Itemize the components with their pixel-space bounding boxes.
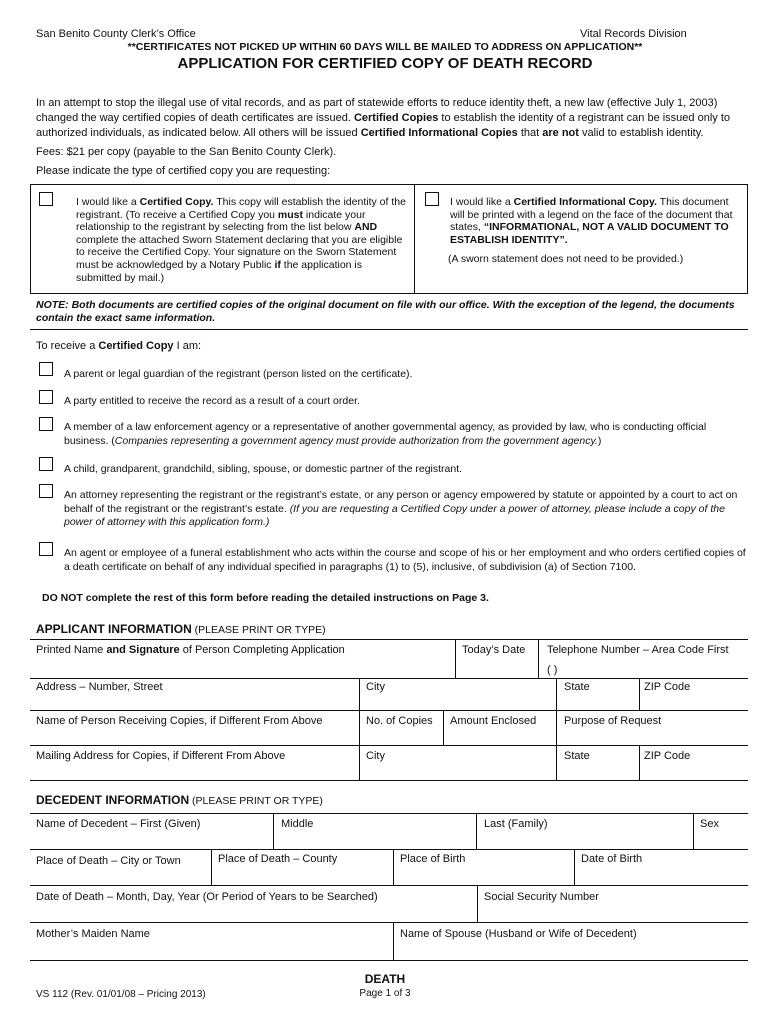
informational-text-2: Certified Informational Copy. <box>513 196 657 208</box>
pickup-notice: **CERTIFICATES NOT PICKED UP WITHIN 60 DAYS WILL BE MAILED TO ADDRESS ON APPLICATION** <box>127 41 643 53</box>
decedent-rule-2 <box>30 885 748 886</box>
eligibility-text-1: A parent or legal guardian of the registrant (person listed on the certificate). <box>64 368 413 380</box>
intro-text-3: to establish the identity of a registrant can be issued only to authorized individuals, as indicated below. All others will be issued <box>36 112 730 139</box>
applicant-rule-0 <box>30 639 748 640</box>
certified-text-3: This copy will establish the identity of the registrant. (To receive a Certified Copy you <box>76 196 406 221</box>
decedent-vline-3 <box>693 813 694 849</box>
note-text: NOTE: Both documents are certified copies of the original document on file with our office. With the exception of the legend, the documents contain the exact same information. <box>36 299 735 324</box>
date-of-death-field[interactable]: Date of Death – Month, Day, Year (Or Period of Years to be Searched) <box>36 891 378 903</box>
decedent-sex-field[interactable]: Sex <box>700 818 719 830</box>
options-box-left <box>30 184 31 294</box>
spouse-name-field[interactable]: Name of Spouse (Husband or Wife of Decedent) <box>400 928 637 940</box>
printed-name-label-3: of Person Completing Application <box>179 644 345 656</box>
form-id: VS 112 (Rev. 01/01/08 – Pricing 2013) <box>36 989 206 1000</box>
place-of-death-city-field[interactable]: Place of Death – City or Town <box>36 855 181 867</box>
eligibility-text-6: An agent or employee of a funeral establishment who acts within the course and scope of his or her employment and who orders certified copies of a death certificate on behalf of any individual specified in paragraphs (1) to (5), inclusive, of subdivision (a) of Section 7100. <box>64 547 746 573</box>
printed-name-label-2: and Signature <box>106 644 180 656</box>
receive-text-3: I am: <box>173 340 202 352</box>
telephone-area-paren: ( ) <box>547 664 558 676</box>
options-box-right <box>747 184 748 294</box>
decedent-vline-6 <box>574 849 575 885</box>
informational-copy-option <box>450 196 742 246</box>
informational-text-1: I would like a <box>450 196 514 208</box>
receive-text-1: To receive a <box>36 340 99 352</box>
date-of-birth-field[interactable]: Date of Birth <box>581 853 643 865</box>
options-box-top <box>30 184 748 185</box>
eligibility-item-5 <box>64 489 748 530</box>
todays-date-field[interactable]: Today’s Date <box>462 644 526 656</box>
division-name: Vital Records Division <box>580 28 687 40</box>
applicant-vline-3 <box>359 678 360 780</box>
informational-copy-checkbox[interactable] <box>425 192 439 206</box>
options-box-bottom <box>30 293 748 294</box>
office-name: San Benito County Clerk’s Office <box>36 28 196 40</box>
decedent-heading-sub: (PLEASE PRINT OR TYPE) <box>189 795 323 807</box>
eligibility-item-6 <box>64 547 750 574</box>
eligibility-text-3: A member of a law enforcement agency or a representative of another governmental agency, as provided by law, who is conducting official business. ( <box>64 421 707 447</box>
printed-name-label-1: Printed Name <box>36 644 107 656</box>
decedent-last-name-field[interactable]: Last (Family) <box>484 818 548 830</box>
receive-text-2: Certified Copy <box>98 340 174 352</box>
eligibility-item-3 <box>64 420 746 448</box>
eligibility-text-2: A party entitled to receive the record as a result of a court order. <box>64 395 360 407</box>
state-field[interactable]: State <box>564 681 590 693</box>
applicant-vline-2 <box>538 639 539 678</box>
applicant-rule-3 <box>30 745 748 746</box>
eligibility-text-5: An attorney representing the registrant or the registrant’s estate, or any person or agency empowered by statute or appointed by a court to act on behalf of the registrant or the registrant’s estate. <box>64 489 738 515</box>
eligibility-checkbox-6[interactable] <box>39 542 53 556</box>
applicant-vline-1 <box>455 639 456 678</box>
intro-text-5: that <box>517 127 543 139</box>
applicant-vline-4 <box>556 678 557 780</box>
decedent-rule-4 <box>30 960 748 961</box>
applicant-rule-2 <box>30 710 748 711</box>
decedent-vline-4 <box>211 849 212 885</box>
decedent-vline-2 <box>476 813 477 849</box>
place-of-death-county-field[interactable]: Place of Death – County <box>218 853 338 865</box>
eligibility-item-2 <box>64 394 744 408</box>
mailing-city-field[interactable]: City <box>366 750 385 762</box>
applicant-rule-4 <box>30 780 748 781</box>
telephone-field[interactable]: Telephone Number – Area Code First <box>547 644 729 656</box>
eligibility-checkbox-1[interactable] <box>39 362 53 376</box>
certified-text-8: if <box>274 258 281 271</box>
mailing-zip-field[interactable]: ZIP Code <box>644 750 691 762</box>
intro-text-7: valid to establish identity. <box>578 127 704 139</box>
certified-text-9: the application is submitted by mail.) <box>76 258 363 284</box>
eligibility-text-4: A child, grandparent, grandchild, sibling, spouse, or domestic partner of the registrant. <box>64 463 463 475</box>
intro-text-1: In an attempt to stop the illegal use of vital records, and as part of statewide efforts to reduce identity theft, a new law (effective July 1, 2003) changed the way certified copies of death certificates are issued. <box>36 97 718 124</box>
certified-text-7: complete the attached Sworn Statement declaring that you are eligible to receive the Certified Copy. Your signature on the Sworn Statement must be acknowledged by a Notary Public <box>76 233 403 271</box>
footer-section-label: DEATH <box>364 972 406 986</box>
certified-copy-checkbox[interactable] <box>39 192 53 206</box>
eligibility-checkbox-4[interactable] <box>39 457 53 471</box>
ssn-field[interactable]: Social Security Number <box>484 891 599 903</box>
intro-text-2: Certified Copies <box>353 112 439 124</box>
intro-text-4: Certified Informational Copies <box>360 127 518 139</box>
certified-text-2: Certified Copy. <box>139 196 214 208</box>
applicant-vline-5 <box>639 678 640 710</box>
applicant-heading <box>36 622 326 636</box>
fees-text: Fees: $21 per copy (payable to the San Benito County Clerk). <box>36 146 337 158</box>
applicant-vline-7 <box>443 710 444 745</box>
printed-name-field[interactable] <box>36 644 345 656</box>
zip-field[interactable]: ZIP Code <box>644 681 691 693</box>
informational-text-3: This document will be printed with a legend on the face of the document that states, <box>450 196 733 234</box>
decedent-first-name-field[interactable]: Name of Decedent – First (Given) <box>36 818 201 830</box>
certified-text-4: must <box>277 208 304 221</box>
applicant-heading-label: APPLICANT INFORMATION <box>36 622 192 636</box>
num-copies-field[interactable]: No. of Copies <box>366 715 433 727</box>
informational-no-sworn: (A sworn statement does not need to be provided.) <box>448 253 684 265</box>
mailing-address-field[interactable]: Mailing Address for Copies, if Different From Above <box>36 750 286 762</box>
note-rule <box>30 329 748 330</box>
mailing-state-field[interactable]: State <box>564 750 590 762</box>
decedent-rule-1 <box>30 849 748 850</box>
decedent-vline-8 <box>393 922 394 960</box>
certified-text-5: indicate your relationship to the registrant by selecting from the list below <box>76 208 366 234</box>
applicant-vline-6 <box>639 745 640 780</box>
applicant-rule-1 <box>30 678 748 679</box>
page-number: Page 1 of 3 <box>359 988 411 999</box>
amount-enclosed-field[interactable]: Amount Enclosed <box>450 715 537 727</box>
informational-text-4: “INFORMATIONAL, NOT A VALID DOCUMENT TO ESTABLISH IDENTITY”. <box>450 221 729 246</box>
eligibility-tail-3: ) <box>597 435 602 447</box>
eligibility-item-1 <box>64 367 744 381</box>
eligibility-ital-3: Companies representing a government agency must provide authorization from the government agency. <box>114 435 598 447</box>
warning-text: DO NOT complete the rest of this form before reading the detailed instructions on Page 3. <box>42 592 489 604</box>
form-title: APPLICATION FOR CERTIFIED COPY OF DEATH RECORD <box>177 55 593 72</box>
eligibility-item-4 <box>64 462 744 476</box>
purpose-field[interactable]: Purpose of Request <box>564 715 662 727</box>
intro-text-6: are not <box>542 127 579 139</box>
certified-text-1: I would like a <box>76 196 140 208</box>
certified-text-6: AND <box>354 221 378 234</box>
eligibility-checkbox-5[interactable] <box>39 484 53 498</box>
eligibility-ital-5: (If you are requesting a Certified Copy under a power of attorney, please include a copy of the power of attorney with this application form.) <box>64 502 725 528</box>
decedent-middle-name-field[interactable]: Middle <box>281 818 314 830</box>
indicate-text: Please indicate the type of certified copy you are requesting: <box>36 165 331 177</box>
applicant-heading-sub: (PLEASE PRINT OR TYPE) <box>191 624 326 636</box>
decedent-rule-0 <box>30 813 748 814</box>
intro-paragraph <box>36 96 746 141</box>
receive-heading <box>36 340 201 352</box>
certified-copy-option <box>76 196 406 284</box>
city-field[interactable]: City <box>366 681 385 693</box>
options-box-divider <box>414 184 415 294</box>
decedent-heading-label: DECEDENT INFORMATION <box>36 793 190 807</box>
eligibility-checkbox-2[interactable] <box>39 390 53 404</box>
receiver-name-field[interactable]: Name of Person Receiving Copies, if Different From Above <box>36 715 323 727</box>
decedent-heading <box>36 793 323 807</box>
address-field[interactable]: Address – Number, Street <box>36 681 163 693</box>
decedent-vline-7 <box>477 885 478 922</box>
place-of-birth-field[interactable]: Place of Birth <box>400 853 466 865</box>
decedent-vline-5 <box>393 849 394 885</box>
decedent-vline-1 <box>273 813 274 849</box>
mother-maiden-name-field[interactable]: Mother’s Maiden Name <box>36 928 150 940</box>
decedent-rule-3 <box>30 922 748 923</box>
eligibility-checkbox-3[interactable] <box>39 417 53 431</box>
